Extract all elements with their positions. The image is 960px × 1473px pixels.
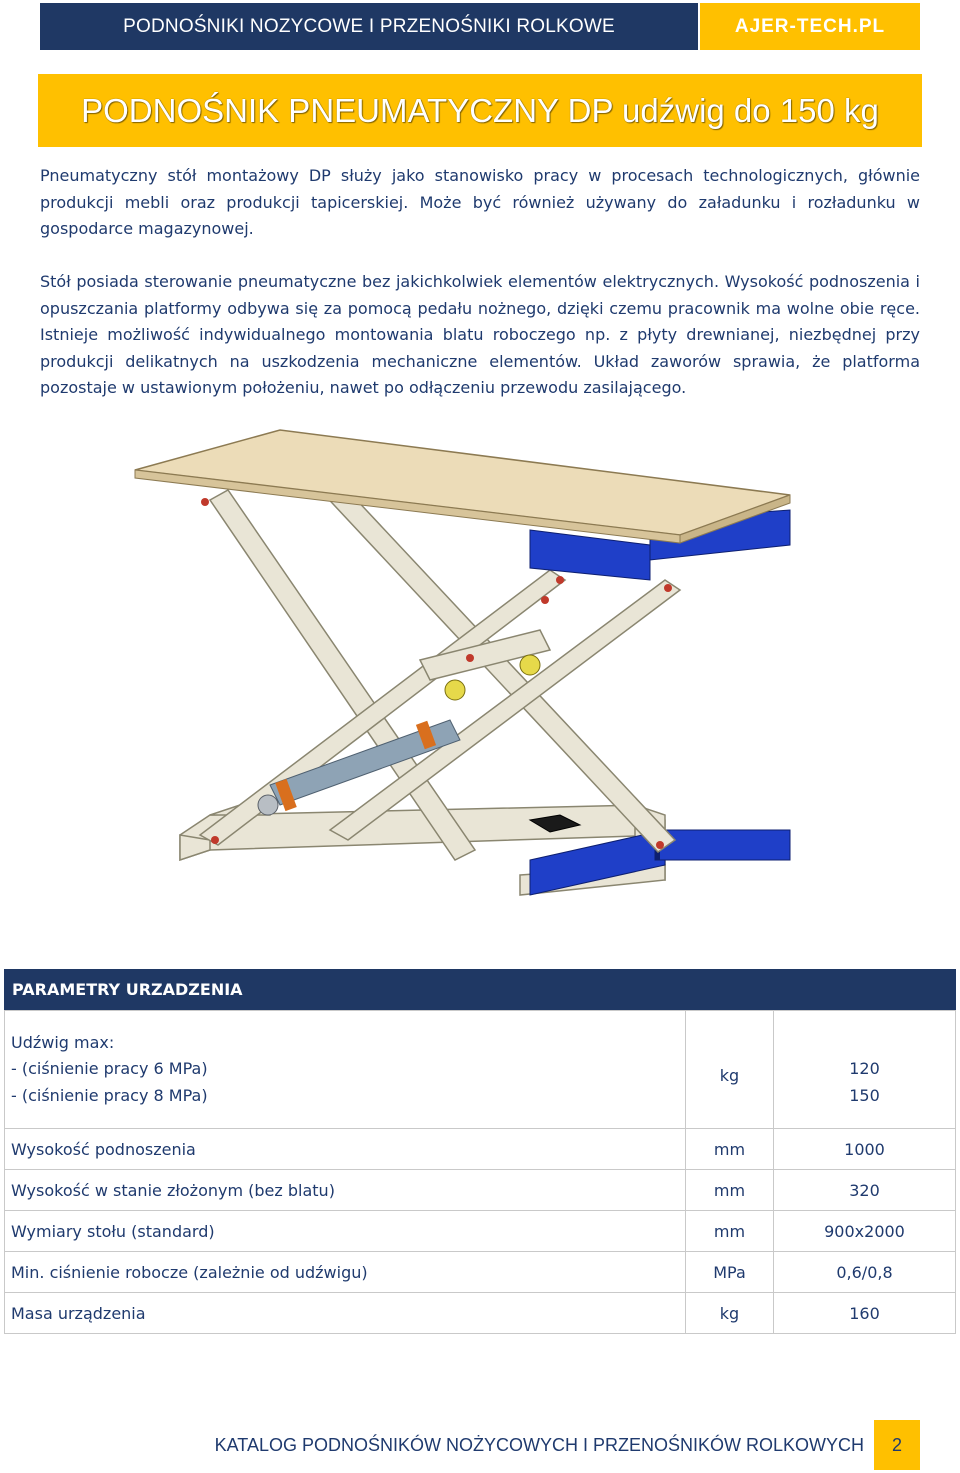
table-row	[5, 1252, 956, 1293]
parameters-heading: PARAMETRY URZADZENIA	[4, 969, 956, 1010]
capacity-values-cell	[774, 1011, 956, 1129]
page-number: 2	[874, 1420, 920, 1470]
footer-catalog-name: KATALOG PODNOŚNIKÓW NOŻYCOWYCH I PRZENOŚNIKÓW ROLKOWYCH	[214, 1435, 864, 1455]
param-value: 1000	[774, 1129, 956, 1170]
product-title: PODNOŚNIK PNEUMATYCZNY DP udźwig do 150 kg	[81, 91, 879, 129]
page-header	[40, 3, 920, 50]
description-paragraph: Stół posiada sterowanie pneumatyczne bez jakichkolwiek elementów elektrycznych. Wysokość podnoszenia i opuszczania platformy odbywa się za pomocą pedału nożnego, dzięki czemu pracownik ma wolne obie ręce. Istnieje możliwość indywidualnego montowania blatu roboczego np. z płyty drewnianej, niezbędnej przy produkcji delikatnych na uszkodzenia mechaniczne elementów. Układ zaworów sprawia, że platforma pozostaje w ustawionym położeniu, nawet po odłączeniu przewodu zasilającego.	[40, 272, 920, 397]
header-website[interactable]: AJER-TECH.PL	[700, 3, 920, 50]
parameters-table	[4, 1010, 956, 1334]
table-row	[5, 1011, 956, 1129]
param-value: 0,6/0,8	[774, 1252, 956, 1293]
param-value: 320	[774, 1170, 956, 1211]
capacity-label: Udźwig max:	[11, 1032, 115, 1052]
roller-right	[520, 655, 540, 675]
product-illustration	[120, 420, 840, 940]
capacity-value-8mpa: 150	[849, 1085, 880, 1105]
param-unit: kg	[686, 1293, 774, 1334]
capacity-unit: kg	[686, 1011, 774, 1129]
header-catalog-title: PODNOŚNIKI NOZYCOWE I PRZENOŚNIKI ROLKOWE	[40, 3, 698, 50]
capacity-label-cell	[5, 1011, 686, 1129]
table-row	[5, 1211, 956, 1252]
table-row	[5, 1170, 956, 1211]
param-label: Wysokość w stanie złożonym (bez blatu)	[5, 1170, 686, 1211]
param-label: Min. ciśnienie robocze (zależnie od udźwigu)	[5, 1252, 686, 1293]
param-value: 900x2000	[774, 1211, 956, 1252]
product-title-bar	[38, 74, 922, 147]
capacity-line-8mpa: - (ciśnienie pracy 8 MPa)	[11, 1085, 208, 1105]
table-row	[5, 1129, 956, 1170]
param-label: Wysokość podnoszenia	[5, 1129, 686, 1170]
blue-rail-top	[655, 830, 790, 860]
parameters-section	[4, 969, 956, 1334]
param-unit: MPa	[686, 1252, 774, 1293]
param-unit: mm	[686, 1129, 774, 1170]
table-row	[5, 1293, 956, 1334]
param-label: Masa urządzenia	[5, 1293, 686, 1334]
intro-paragraph: Pneumatyczny stół montażowy DP służy jako stanowisko pracy w procesach technologicznych, głównie produkcji mebli oraz produkcji tapicerskiej. Może być również używany do załadunku i rozładunku w gospodarce magazynowej.	[40, 166, 920, 238]
param-unit: mm	[686, 1170, 774, 1211]
capacity-line-6mpa: - (ciśnienie pracy 6 MPa)	[11, 1059, 208, 1079]
param-value: 160	[774, 1293, 956, 1334]
page-footer	[0, 1420, 960, 1470]
param-unit: mm	[686, 1211, 774, 1252]
capacity-value-6mpa: 120	[849, 1059, 880, 1078]
param-label: Wymiary stołu (standard)	[5, 1211, 686, 1252]
roller-left	[445, 680, 465, 700]
